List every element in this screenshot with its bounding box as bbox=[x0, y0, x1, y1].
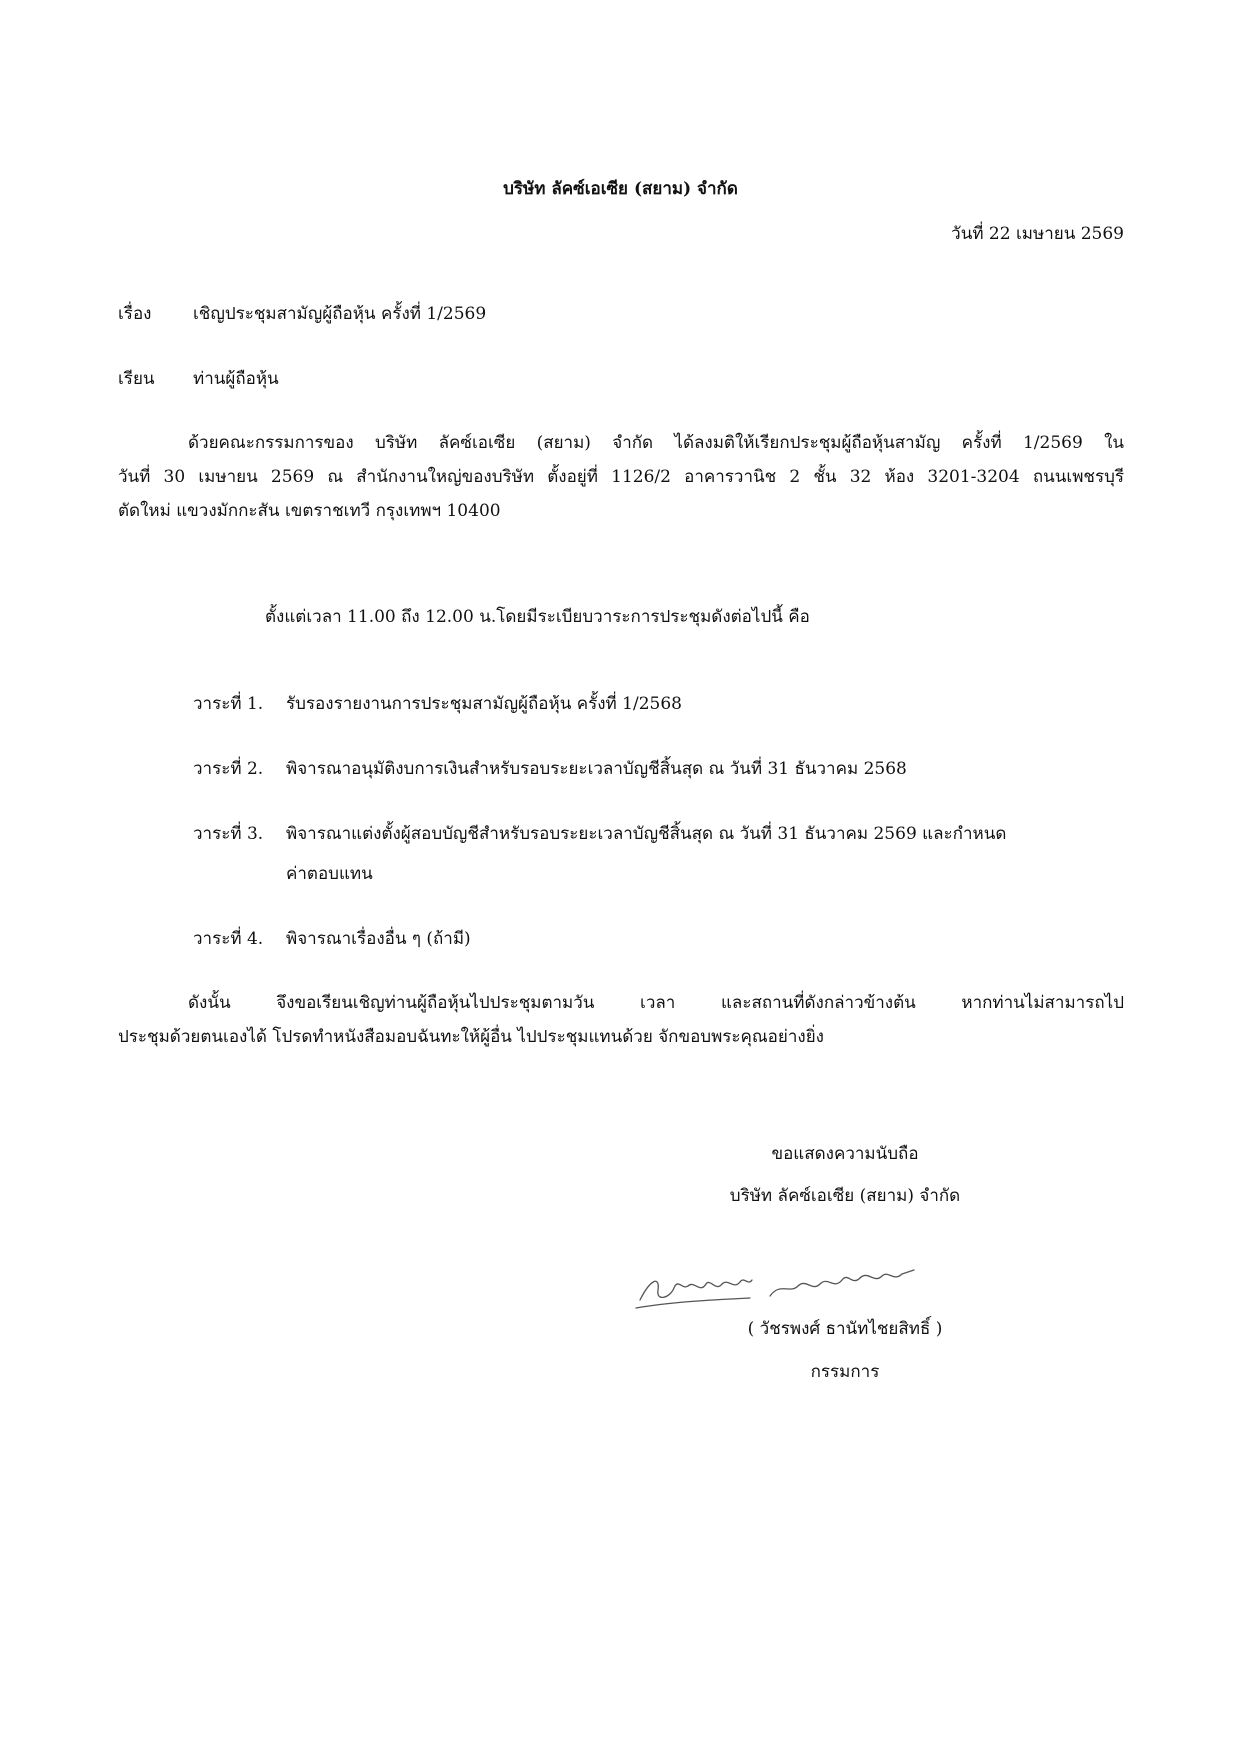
conclusion-line-1: ดังนั้น จึงขอเรียนเชิญท่านผู้ถือหุ้นไปประชุมตามวัน เวลา และสถานที่ดังกล่าวข้างต้น หากท่านไม่สามารถไป bbox=[188, 993, 1124, 1013]
agenda-3-number: วาระที่ 3. bbox=[193, 824, 264, 844]
signatory-position: กรรมการ bbox=[810, 1362, 880, 1382]
intro-line-1: ด้วยคณะกรรมการของ บริษัท ลัคซ์เอเซีย (สยาม) จำกัด ได้ลงมติให้เรียกประชุมผู้ถือหุ้นสามัญ ครั้งที่ 1/2569 ใน bbox=[188, 433, 1124, 453]
agenda-4-number: วาระที่ 4. bbox=[193, 929, 264, 949]
handwritten-signature bbox=[630, 1250, 950, 1320]
agenda-2-text: พิจารณาอนุมัติงบการเงินสำหรับรอบระยะเวลาบัญชีสิ้นสุด ณ วันที่ 31 ธันวาคม 2568 bbox=[286, 759, 907, 779]
subject-label: เรื่อง bbox=[118, 304, 152, 324]
company-title: บริษัท ลัคซ์เอเซีย (สยาม) จำกัด bbox=[503, 179, 738, 199]
meeting-time: ตั้งแต่เวลา 11.00 ถึง 12.00 น.โดยมีระเบียบวาระการประชุมดังต่อไปนี้ คือ bbox=[265, 607, 810, 627]
agenda-1-number: วาระที่ 1. bbox=[193, 694, 264, 714]
agenda-4-text: พิจารณาเรื่องอื่น ๆ (ถ้ามี) bbox=[286, 929, 471, 949]
recipient-label: เรียน bbox=[118, 369, 155, 389]
recipient-text: ท่านผู้ถือหุ้น bbox=[193, 369, 279, 389]
signatory-name: ( วัชรพงศ์ ธานัทไชยสิทธิ์ ) bbox=[747, 1319, 943, 1339]
closing-company: บริษัท ลัคซ์เอเซีย (สยาม) จำกัด bbox=[729, 1186, 961, 1206]
intro-line-3: ตัดใหม่ แขวงมักกะสัน เขตราชเทวี กรุงเทพฯ 10400 bbox=[118, 501, 501, 521]
letter-date: วันที่ 22 เมษายน 2569 bbox=[951, 224, 1124, 244]
intro-line-2: วันที่ 30 เมษายน 2569 ณ สำนักงานใหญ่ของบริษัท ตั้งอยู่ที่ 1126/2 อาคารวานิช 2 ชั้น 32 ห้อง 3201-3204 ถนนเพชรบุรี bbox=[118, 467, 1124, 487]
intro-paragraph bbox=[118, 426, 1124, 528]
conclusion-paragraph bbox=[118, 986, 1124, 1054]
conclusion-line-2: ประชุมด้วยตนเองได้ โปรดทำหนังสือมอบฉันทะให้ผู้อื่น ไปประชุมแทนด้วย จักขอบพระคุณอย่างยิ่ง bbox=[118, 1027, 824, 1047]
agenda-1-text: รับรองรายงานการประชุมสามัญผู้ถือหุ้น ครั้งที่ 1/2568 bbox=[286, 694, 682, 714]
subject-text: เชิญประชุมสามัญผู้ถือหุ้น ครั้งที่ 1/2569 bbox=[193, 304, 487, 324]
agenda-3-text-continued: ค่าตอบแทน bbox=[286, 864, 373, 884]
closing-regards: ขอแสดงความนับถือ bbox=[771, 1144, 919, 1164]
agenda-2-number: วาระที่ 2. bbox=[193, 759, 264, 779]
agenda-3-text: พิจารณาแต่งตั้งผู้สอบบัญชีสำหรับรอบระยะเวลาบัญชีสิ้นสุด ณ วันที่ 31 ธันวาคม 2569 และกำหนด bbox=[286, 824, 1007, 844]
